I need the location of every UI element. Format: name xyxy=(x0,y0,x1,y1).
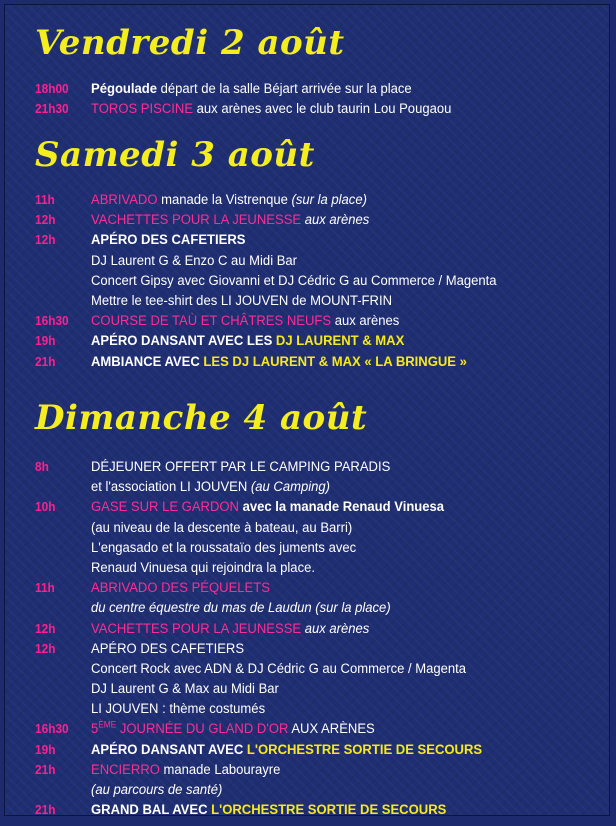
event-line xyxy=(5,230,610,250)
event-text-segment: ÈME xyxy=(98,719,117,730)
event-description xyxy=(91,699,265,719)
event-line xyxy=(5,639,610,659)
event-text-segment: aux arènes xyxy=(331,313,400,330)
event-time: 21h xyxy=(35,802,56,816)
event-time: 21h30 xyxy=(35,101,69,117)
event-time: 12h xyxy=(35,620,56,636)
event-text-segment: 5 xyxy=(91,721,99,738)
event-description xyxy=(91,79,412,99)
event-text-segment: DJ LAURENT & MAX xyxy=(275,333,405,350)
event-text-segment: (au niveau de la descente à bateau, au Barri) xyxy=(91,519,353,536)
event-text-segment: APÉRO DANSANT AVEC LES xyxy=(91,333,276,350)
event-line xyxy=(5,538,610,558)
event-text-segment: ABRIVADO xyxy=(91,192,158,208)
event-description xyxy=(91,190,367,210)
event-description xyxy=(91,719,375,739)
event-line xyxy=(5,210,610,230)
event-line xyxy=(5,311,610,331)
event-text-segment: et l'association LI JOUVEN xyxy=(91,479,251,496)
event-description xyxy=(91,352,467,372)
event-description xyxy=(91,780,222,800)
event-text-segment: VACHETTES POUR LA JEUNESSE xyxy=(91,620,302,637)
day-title-friday: Vendredi 2 août xyxy=(35,23,345,63)
event-line xyxy=(5,79,610,99)
event-time: 16h30 xyxy=(35,721,69,737)
event-description xyxy=(91,760,280,780)
event-line xyxy=(5,699,610,719)
event-description xyxy=(91,497,444,517)
event-time: 16h30 xyxy=(35,313,69,329)
event-time: 12h xyxy=(35,212,56,228)
event-line xyxy=(5,99,610,119)
event-text-segment: manade Labourayre xyxy=(159,761,281,778)
event-time: 8h xyxy=(35,459,49,474)
event-description xyxy=(91,230,245,250)
event-text-segment: ENCIERRO xyxy=(91,761,160,778)
event-description xyxy=(91,271,497,291)
event-text-segment: LES DJ LAURENT & MAX « LA BRINGUE » xyxy=(203,353,467,370)
event-time: 18h00 xyxy=(35,81,69,96)
events-sunday xyxy=(5,457,610,816)
event-line xyxy=(5,457,610,477)
event-time: 12h xyxy=(35,232,56,248)
event-text-segment: aux arènes xyxy=(301,620,370,637)
event-text-segment: TOROS PISCINE xyxy=(91,101,194,118)
event-text-segment: DJ Laurent G & Enzo C au Midi Bar xyxy=(91,252,298,269)
event-description xyxy=(91,291,392,311)
event-description xyxy=(91,331,404,351)
event-time: 10h xyxy=(35,499,56,515)
event-line xyxy=(5,740,610,760)
event-description xyxy=(91,558,315,578)
event-line xyxy=(5,558,610,578)
event-line xyxy=(5,331,610,351)
event-text-segment: avec la manade Renaud Vinuesa xyxy=(238,499,445,516)
event-text-segment: GRAND BAL AVEC xyxy=(91,802,212,816)
event-line xyxy=(5,352,610,372)
event-line xyxy=(5,190,610,210)
event-line xyxy=(5,800,610,816)
event-line xyxy=(5,291,610,311)
event-time: 11h xyxy=(35,192,55,207)
event-description xyxy=(91,99,451,119)
event-text-segment: L'engasado et la roussataïo des juments avec xyxy=(91,539,357,556)
event-text-segment: Concert Rock avec ADN & DJ Cédric G au Commerce / Magenta xyxy=(91,660,467,677)
events-saturday xyxy=(5,190,610,372)
event-text-segment: VACHETTES POUR LA JEUNESSE xyxy=(91,212,302,229)
event-line xyxy=(5,251,610,271)
event-time: 12h xyxy=(35,640,56,656)
event-text-segment: AUX ARÈNES xyxy=(288,721,375,738)
event-time: 11h xyxy=(35,580,55,596)
event-text-segment: manade la Vistrenque xyxy=(157,192,292,208)
event-line xyxy=(5,619,610,639)
event-time: 19h xyxy=(35,741,56,757)
event-text-segment: aux arènes avec le club taurin Lou Pougaou xyxy=(193,101,452,118)
event-description xyxy=(91,619,369,639)
event-description xyxy=(91,598,391,618)
event-description xyxy=(91,210,369,230)
event-text-segment: APÉRO DES CAFETIERS xyxy=(91,232,246,249)
event-text-segment: ABRIVADO DES PÉQUELETS xyxy=(91,580,270,597)
event-time: 19h xyxy=(35,333,56,349)
event-line xyxy=(5,497,610,517)
event-text-segment: LI JOUVEN : thème costumés xyxy=(91,701,266,718)
event-line xyxy=(5,518,610,538)
event-line xyxy=(5,598,610,618)
event-description xyxy=(91,740,482,760)
event-text-segment: COURSE DE TAÙ ET CHÂTRES NEUFS xyxy=(91,313,332,330)
event-text-segment: APÉRO DANSANT AVEC xyxy=(91,741,247,758)
event-line xyxy=(5,780,610,800)
event-text-segment: GASE SUR LE GARDON xyxy=(91,499,239,516)
event-text-segment: (au parcours de santé) xyxy=(91,782,223,798)
event-text-segment: Renaud Vinuesa qui rejoindra la place. xyxy=(91,559,315,576)
event-text-segment: départ de la salle Béjart arrivée sur la place xyxy=(157,81,412,97)
event-line xyxy=(5,578,610,598)
event-text-segment: JOURNÉE DU GLAND D'OR xyxy=(116,721,289,738)
event-text-segment: du centre équestre du mas de Laudun (sur la place) xyxy=(91,600,391,617)
event-description xyxy=(91,578,270,598)
event-time: 21h xyxy=(35,761,56,777)
event-text-segment: AMBIANCE AVEC xyxy=(91,353,204,370)
event-description xyxy=(91,538,356,558)
event-time: 21h xyxy=(35,353,56,369)
event-text-segment: L'ORCHESTRE SORTIE DE SECOURS xyxy=(246,741,483,758)
event-text-segment: Concert Gipsy avec Giovanni et DJ Cédric G au Commerce / Magenta xyxy=(91,272,497,289)
event-line xyxy=(5,477,610,497)
event-description xyxy=(91,251,297,271)
event-text-segment: (au Camping) xyxy=(250,479,330,496)
event-text-segment: Pégoulade xyxy=(91,81,158,97)
event-text-segment: APÉRO DES CAFETIERS xyxy=(91,640,245,657)
event-description xyxy=(91,659,466,679)
day-title-saturday: Samedi 3 août xyxy=(35,135,315,175)
event-text-segment: DJ Laurent G & Max au Midi Bar xyxy=(91,681,279,698)
event-text-segment: aux arènes xyxy=(301,212,370,229)
event-description xyxy=(91,679,279,699)
event-line xyxy=(5,271,610,291)
event-text-segment: L'ORCHESTRE SORTIE DE SECOURS xyxy=(211,802,447,816)
event-line xyxy=(5,679,610,699)
event-description xyxy=(91,311,399,331)
day-title-sunday: Dimanche 4 août xyxy=(35,398,368,438)
poster xyxy=(4,4,610,816)
event-line xyxy=(5,719,610,739)
event-text-segment: DÉJEUNER OFFERT PAR LE CAMPING PARADIS xyxy=(91,459,391,475)
events-friday xyxy=(5,79,610,119)
event-line xyxy=(5,760,610,780)
event-line xyxy=(5,659,610,679)
event-description xyxy=(91,518,352,538)
event-description xyxy=(91,457,390,477)
event-text-segment: Mettre le tee-shirt des LI JOUVEN de MOUNT-FRIN xyxy=(91,292,393,309)
event-description xyxy=(91,800,446,816)
event-description xyxy=(91,639,244,659)
event-text-segment: (sur la place) xyxy=(291,192,367,208)
event-description xyxy=(91,477,330,497)
